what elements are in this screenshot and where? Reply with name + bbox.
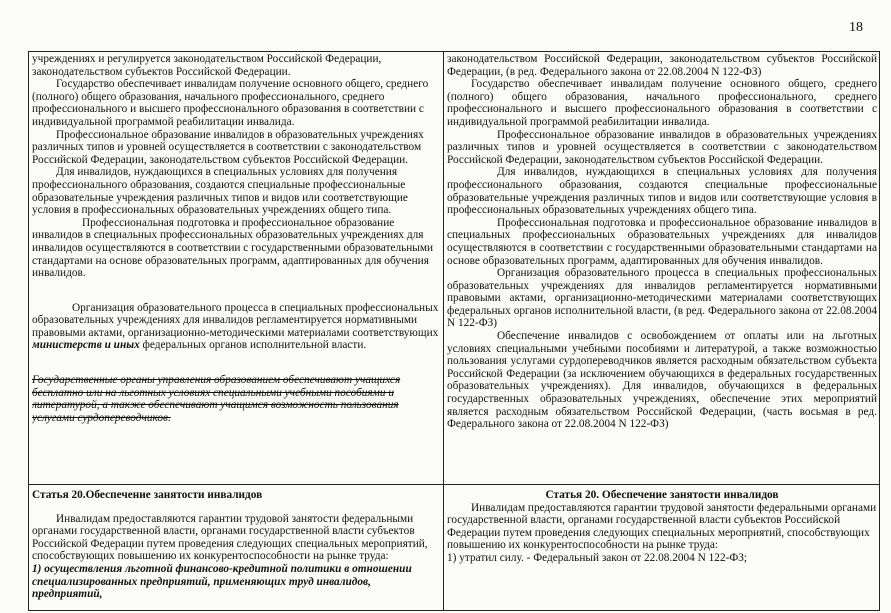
paragraph: [32, 302, 440, 352]
column-divider: [443, 52, 444, 610]
paragraph: Для инвалидов, нуждающихся в специальных условиях для получения профессионального образования, создаются специальные профессиональные образовательные учреждения различных типов и видов или соответствующие условия в профессиональных образовательных учреждениях общего типа.: [32, 166, 408, 217]
struck-paragraph: Государственные органы управления образованием обеспечивают учащихся бесплатно или на льготных условиях специальными учебными пособиями и литературой, а также обеспечивают учащимся возможность пользования услугами сурдопереводчиков.: [32, 374, 401, 424]
paragraph: Для инвалидов, нуждающихся в специальных условиях для получения профессионального образования, создаются специальные профессиональные образовательные учреждения различных типов и видов или соответствующие условия в профессиональных образовательных учреждениях общего типа.: [447, 166, 877, 217]
emphasized-text: министерств и иных: [32, 339, 140, 352]
old-text-cell-bottom: [32, 489, 440, 611]
paragraph: Государство обеспечивает инвалидам получение основного общего, среднего (полного) общего образования, начального профессионального, среднего профессионального и высшего профессионального образования в соответствии с индивидуальной программой реабилитации инвалида.: [447, 78, 877, 128]
paragraph: Профессиональное образование инвалидов в образовательных учреждениях различных типов и уровней осуществляется в соответствии с законодательством Российской Федерации, законодательством субъектов Российской Федерации.: [32, 128, 424, 166]
page-number: 18: [849, 20, 863, 35]
paragraph: Организация образовательного процесса в специальных профессиональных образовательных учреждениях для инвалидов регламентируется нормативными правовыми актами, организационно-методическими материалами соответствующих федеральных органов исполнительной власти, (в ред. Федерального закона от 22.08.2004 N 122-ФЗ): [447, 267, 877, 330]
paragraph: Государство обеспечивает инвалидам получение основного общего, среднего (полного) общего образования, начального профессионального, среднего профессионального и высшего профессионального образования в соответствии с индивидуальной программой реабилитации инвалида.: [32, 78, 429, 128]
paragraph: Профессиональная подготовка и профессиональное образование инвалидов в специальных профессиональных образовательных учреждениях для инвалидов осуществляются в соответствии с государственными образовательными стандартами на основе образовательных программ, адаптированных для обучения инвалидов.: [447, 216, 877, 267]
paragraph: Инвалидам предоставляются гарантии трудовой занятости федеральными органами государственной власти, органами государственной власти субъектов Российской Федерации путем проведения следующих специальных мероприятий, способствующих повышению их конкурентоспособности на рынке труда:: [32, 512, 428, 563]
text-run: федеральных органов исполнительной власти.: [139, 339, 367, 352]
paragraph: законодательством Российской Федерации, законодательством субъектов Российской Федерации, (в ред. Федерального закона от 22.08.2004 N 122-ФЗ): [447, 53, 877, 78]
paragraph: Профессиональное образование инвалидов в образовательных учреждениях различных типов и уровней осуществляется в соответствии с законодательством Российской Федерации, законодательством субъектов Российской Федерации.: [447, 128, 877, 166]
article-heading: Статья 20.Обеспечение занятости инвалидов: [32, 489, 263, 501]
paragraph: Инвалидам предоставляются гарантии трудовой занятости федеральными органами государственной власти, органами государственной власти субъектов Российской Федерации путем проведения следующих специальных мероприятий, способствующих повышению их конкурентоспособности на рынке труда:: [447, 501, 877, 552]
comparison-table: [28, 51, 880, 611]
new-text-cell-bottom: [447, 489, 877, 611]
paragraph: учреждениях и регулируется законодательством Российской Федерации, законодательством субъектов Российской Федерации.: [32, 53, 382, 78]
paragraph: Обеспечение инвалидов с освобождением от оплаты или на льготных условиях специальными учебными пособиями и литературой, а также возможностью пользования услугами сурдопереводчиков является расходным обязательством субъекта Российской Федерации (за исключением обучающихся в федеральных государственных образовательных учреждениях). Для инвалидов, обучающихся в федеральных государственных образовательных учреждениях, обеспечение этих мероприятий является расходным обязательством Российской Федерации, (часть восьмая в ред. Федерального закона от 22.08.2004 N 122-ФЗ): [447, 330, 877, 431]
paragraph: 1) утратил силу. - Федеральный закон от 22.08.2004 N 122-ФЗ;: [447, 551, 748, 564]
new-text-cell-top: [447, 53, 877, 483]
old-text-cell-top: [32, 53, 440, 483]
paragraph: Профессиональная подготовка и профессиональное образование инвалидов в специальных профессиональных образовательных учреждениях для инвалидов осуществляются в соответствии с государственными образовательными стандартами на основе образовательных программ, адаптированных для обучения инвалидов.: [32, 216, 434, 280]
emphasized-paragraph: 1) осуществления льготной финансово-кредитной политики в отношении специализированных предприятий, применяющих труд инвалидов, предприятий,: [32, 562, 412, 601]
text-run: Организация образовательного процесса в специальных профессиональных образовательных учреждениях для инвалидов регламентируется нормативными правовыми актами, организационно-методическими материалами соответствующих: [32, 301, 439, 339]
row-divider: [29, 484, 879, 485]
article-heading: Статья 20. Обеспечение занятости инвалидов: [545, 489, 779, 501]
